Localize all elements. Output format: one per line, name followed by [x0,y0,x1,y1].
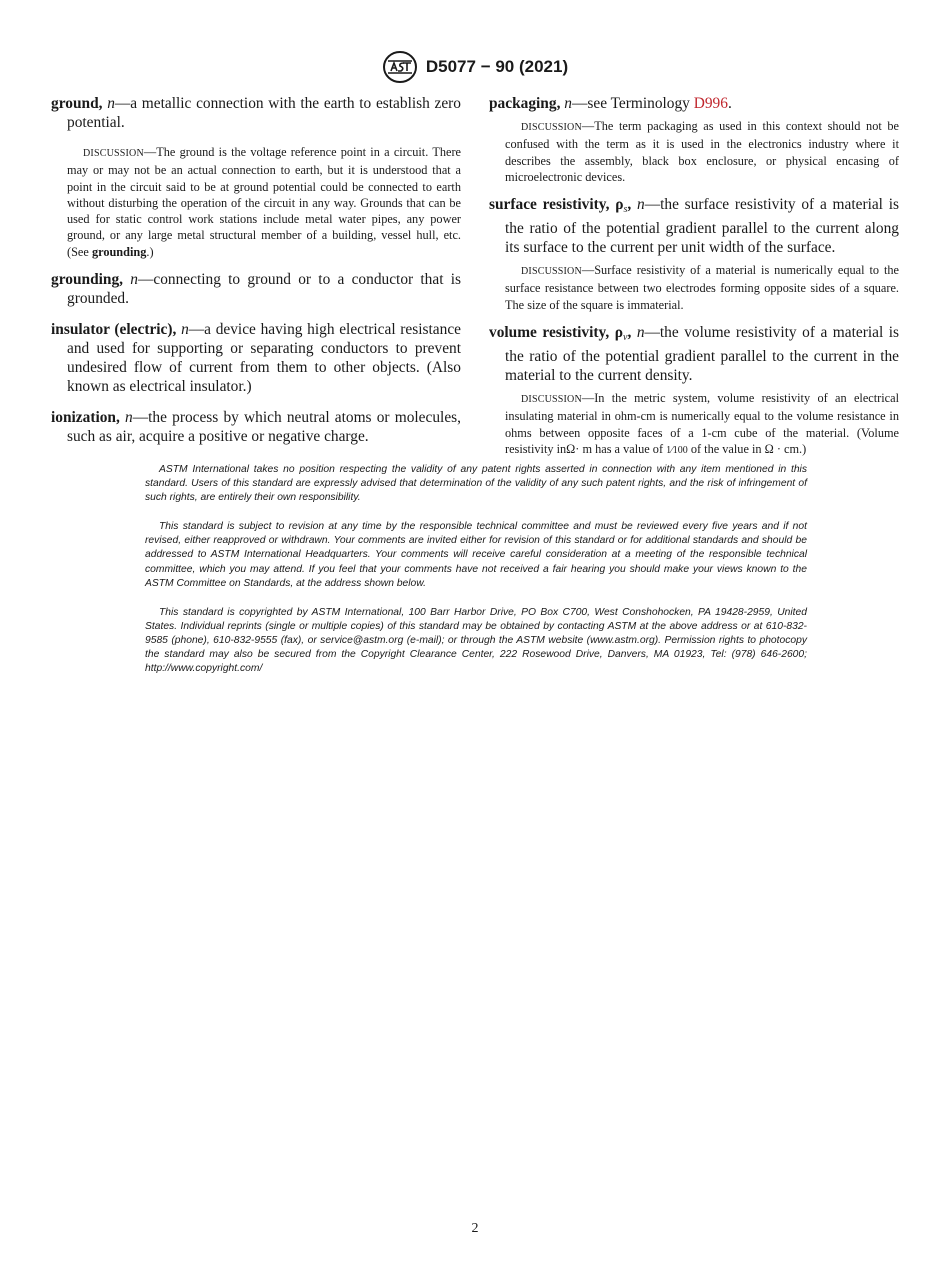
term-word: insulator (electric), [51,321,177,339]
part-of-speech: n [125,409,133,427]
term-definition: —connecting to ground or to a conductor that is grounded. [67,271,461,308]
discussion-text: —The ground is the voltage reference point in a circuit. There may or may not be an actual connection to earth, but it is understood that a point in the circuit said to be at ground potential could be connected to earth without disturbing the operation of the circuit in any way. Grounds that can be used for static control work stations include metal water pipes, any power ground, or any large metal structural member of a building, vessel hull, etc. (See [67,145,461,259]
term-word-end: , [627,324,632,342]
subscript: v [622,332,628,344]
term-ionization [51,408,461,446]
term-definition: —a device having high electrical resistance and used for supporting or separating conductors to prevent undesired flow of current from them to other objects. (Also known as electrical insulator.) [67,321,461,396]
part-of-speech: n [130,271,138,289]
discussion-text: —The term packaging as used in this context should not be confused with the term as it is used in the electronics industry where it describes the assembly, black box enclosure, or physical encasing of microelectronic devices. [505,119,899,184]
discussion-label: DISCUSSION [83,148,144,159]
term-entry-packaging [489,94,899,185]
part-of-speech: n [181,321,189,339]
term-entry-surface-resistivity [489,195,899,313]
term-ground [51,94,461,132]
term-packaging [489,94,899,113]
term-word: packaging, [489,95,561,112]
left-column [51,94,461,458]
term-word-end: , [627,196,632,214]
term-surface-resistivity [489,195,899,257]
discussion-volume-resistivity [489,390,899,459]
standard-link-d996[interactable]: D996 [693,95,728,112]
discussion-text: —In the metric system, volume resistivity of an electrical insulating material in ohm-cm is numerically equal to the volume resistance in ohms between opposite faces of a 1-cm cube of the material. (Volume resistivity inΩ· m has a value of [505,391,899,456]
document-designation: D5077 − 90 (2021) [425,57,569,76]
term-definition: —the process by which neutral atoms or molecules, such as air, acquire a positive or negative charge. [67,409,461,446]
term-definition: —see Terminology [571,95,694,112]
discussion-label: DISCUSSION [521,394,582,406]
discussion-reference: grounding [91,244,147,259]
part-of-speech: n [636,324,645,342]
astm-logo-icon [382,50,418,84]
discussion-end: .) [146,244,154,259]
term-word: volume resistivity, ρ [489,324,623,342]
legal-footer [145,463,807,691]
term-grounding [51,270,461,308]
term-word: surface resistivity, ρ [489,196,624,214]
part-of-speech: n [564,95,572,112]
page-header [0,50,950,84]
patent-notice: ASTM International takes no position respecting the validity of any patent rights asserted in connection with any item mentioned in this standard. Users of this standard are expressly advised that determination of the validity of any such patent rights, and the risk of infringement of such rights, are entirely their own responsibility. [145,464,807,504]
discussion-packaging [489,118,899,185]
discussion-label: DISCUSSION [521,122,582,133]
copyright-notice: This standard is copyrighted by ASTM International, 100 Barr Harbor Drive, PO Box C700, West Conshohocken, PA 19428-2959, United States. Individual reprints (single or multiple copies) of this standard may be obtained by contacting ASTM at the above address or at 610-832-9585 (phone), 610-832-9555 (fax), or service@astm.org (e-mail); or through the ASTM website (www.astm.org). Permission rights to photocopy the standard may also be secured from the Copyright Clearance Center, 222 Rosewood Drive, Danvers, MA 01923, Tel: (978) 646-2600; http://www.copyright.com/ [145,606,807,675]
subscript: s [623,204,628,216]
fraction: 1⁄100 [666,444,688,456]
term-volume-resistivity [489,323,899,385]
term-word: grounding, [51,271,124,289]
revision-notice: This standard is subject to revision at any time by the responsible technical committee and must be reviewed every five years and if not revised, either reapproved or withdrawn. Your comments are invited either for revision of this standard or for additional standards and should be addressed to ASTM International Headquarters. Your comments will receive careful consideration at a meeting of the responsible technical committee, which you may attend. If you feel that your comments have not received a fair hearing you should make your views known to the ASTM Committee on Standards, at the address shown below. [145,521,807,589]
discussion-end: of the value in Ω · cm.) [687,441,807,456]
term-insulator [51,320,461,396]
term-definition: —the surface resistivity of a material is the ratio of the potential gradient parallel to the current along its surface to the current per unit width of the surface. [505,196,899,257]
term-definition: —the volume resistivity of a material is the ratio of the potential gradient parallel to the current in the material to the current density. [505,324,899,385]
part-of-speech: n [107,95,115,112]
discussion-text: —Surface resistivity of a material is numerically equal to the surface resistance between two electrodes forming opposite sides of a square. The size of the square is immaterial. [505,263,899,312]
term-word: ionization, [51,409,120,427]
discussion-surface-resistivity [489,262,899,313]
page-number: 2 [471,1221,479,1236]
term-entry-volume-resistivity [489,323,899,459]
right-column [489,94,899,459]
part-of-speech: n [637,196,645,214]
term-entry-ground [51,94,461,260]
discussion-ground [51,144,461,260]
discussion-label: DISCUSSION [521,266,582,278]
term-word: ground, [51,95,103,112]
definition-end: . [727,95,732,112]
term-definition: —a metallic connection with the earth to establish zero potential. [67,95,461,131]
